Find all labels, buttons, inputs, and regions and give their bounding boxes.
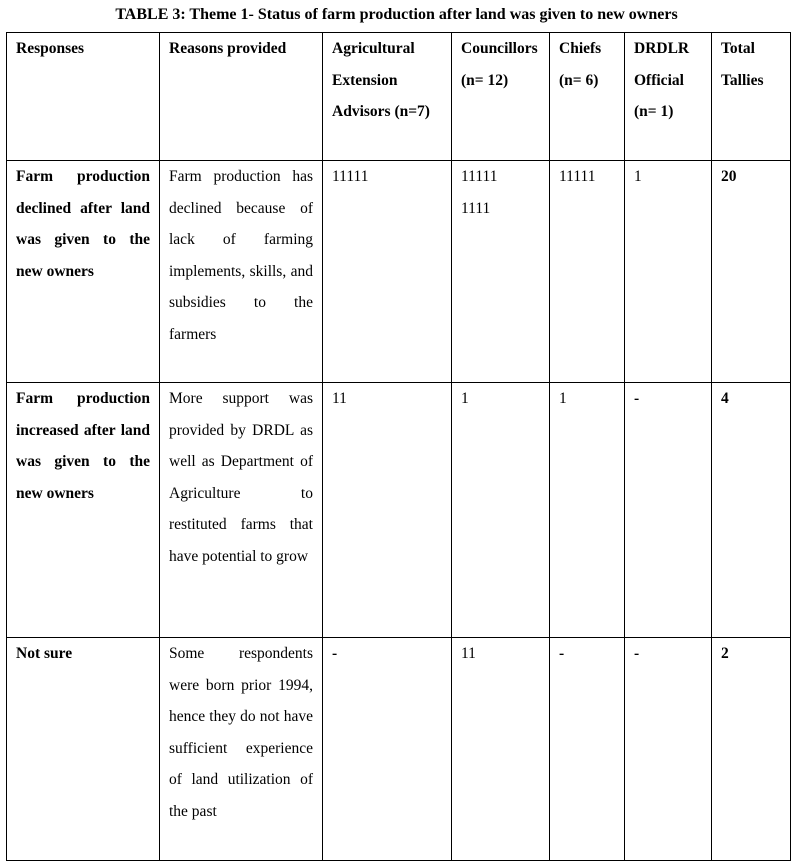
chiefs-cell: - xyxy=(550,638,625,861)
header-responses: Responses xyxy=(7,33,160,161)
reason-cell: Farm production has declined because of lack of farming implements, skills, and subsidies to the farmers xyxy=(160,161,323,383)
reason-cell: More support was provided by DRDL as well as Department of Agriculture to restituted farms that have potential to grow xyxy=(160,383,323,638)
councillors-cell: 11 xyxy=(452,638,550,861)
response-cell: Not sure xyxy=(7,638,160,861)
councillors-cell: 11111 1111 xyxy=(452,161,550,383)
chiefs-cell: 1 xyxy=(550,383,625,638)
total-cell: 20 xyxy=(712,161,791,383)
total-cell: 4 xyxy=(712,383,791,638)
table-row xyxy=(7,161,791,383)
official-cell: - xyxy=(625,638,712,861)
table-title: TABLE 3: Theme 1- Status of farm production after land was given to new owners xyxy=(115,6,678,23)
reason-cell: Some respondents were born prior 1994, hence they do not have sufficient experience of land utilization of the past xyxy=(160,638,323,861)
advisors-cell: 11111 xyxy=(323,161,452,383)
advisors-cell: 11 xyxy=(323,383,452,638)
header-official: DRDLR Official (n= 1) xyxy=(625,33,712,161)
header-total: Total Tallies xyxy=(712,33,791,161)
header-advisors: Agricultural Extension Advisors (n=7) xyxy=(323,33,452,161)
header-councillors: Councillors (n= 12) xyxy=(452,33,550,161)
official-cell: 1 xyxy=(625,161,712,383)
table-row xyxy=(7,383,791,638)
total-cell: 2 xyxy=(712,638,791,861)
response-cell: Farm production declined after land was given to the new owners xyxy=(7,161,160,383)
councillors-cell: 1 xyxy=(452,383,550,638)
header-reasons: Reasons provided xyxy=(160,33,323,161)
farm-production-table xyxy=(6,32,791,861)
advisors-cell: - xyxy=(323,638,452,861)
response-cell: Farm production increased after land was given to the new owners xyxy=(7,383,160,638)
header-row xyxy=(7,33,791,161)
official-cell: - xyxy=(625,383,712,638)
table-row xyxy=(7,638,791,861)
header-chiefs: Chiefs (n= 6) xyxy=(550,33,625,161)
chiefs-cell: 11111 xyxy=(550,161,625,383)
